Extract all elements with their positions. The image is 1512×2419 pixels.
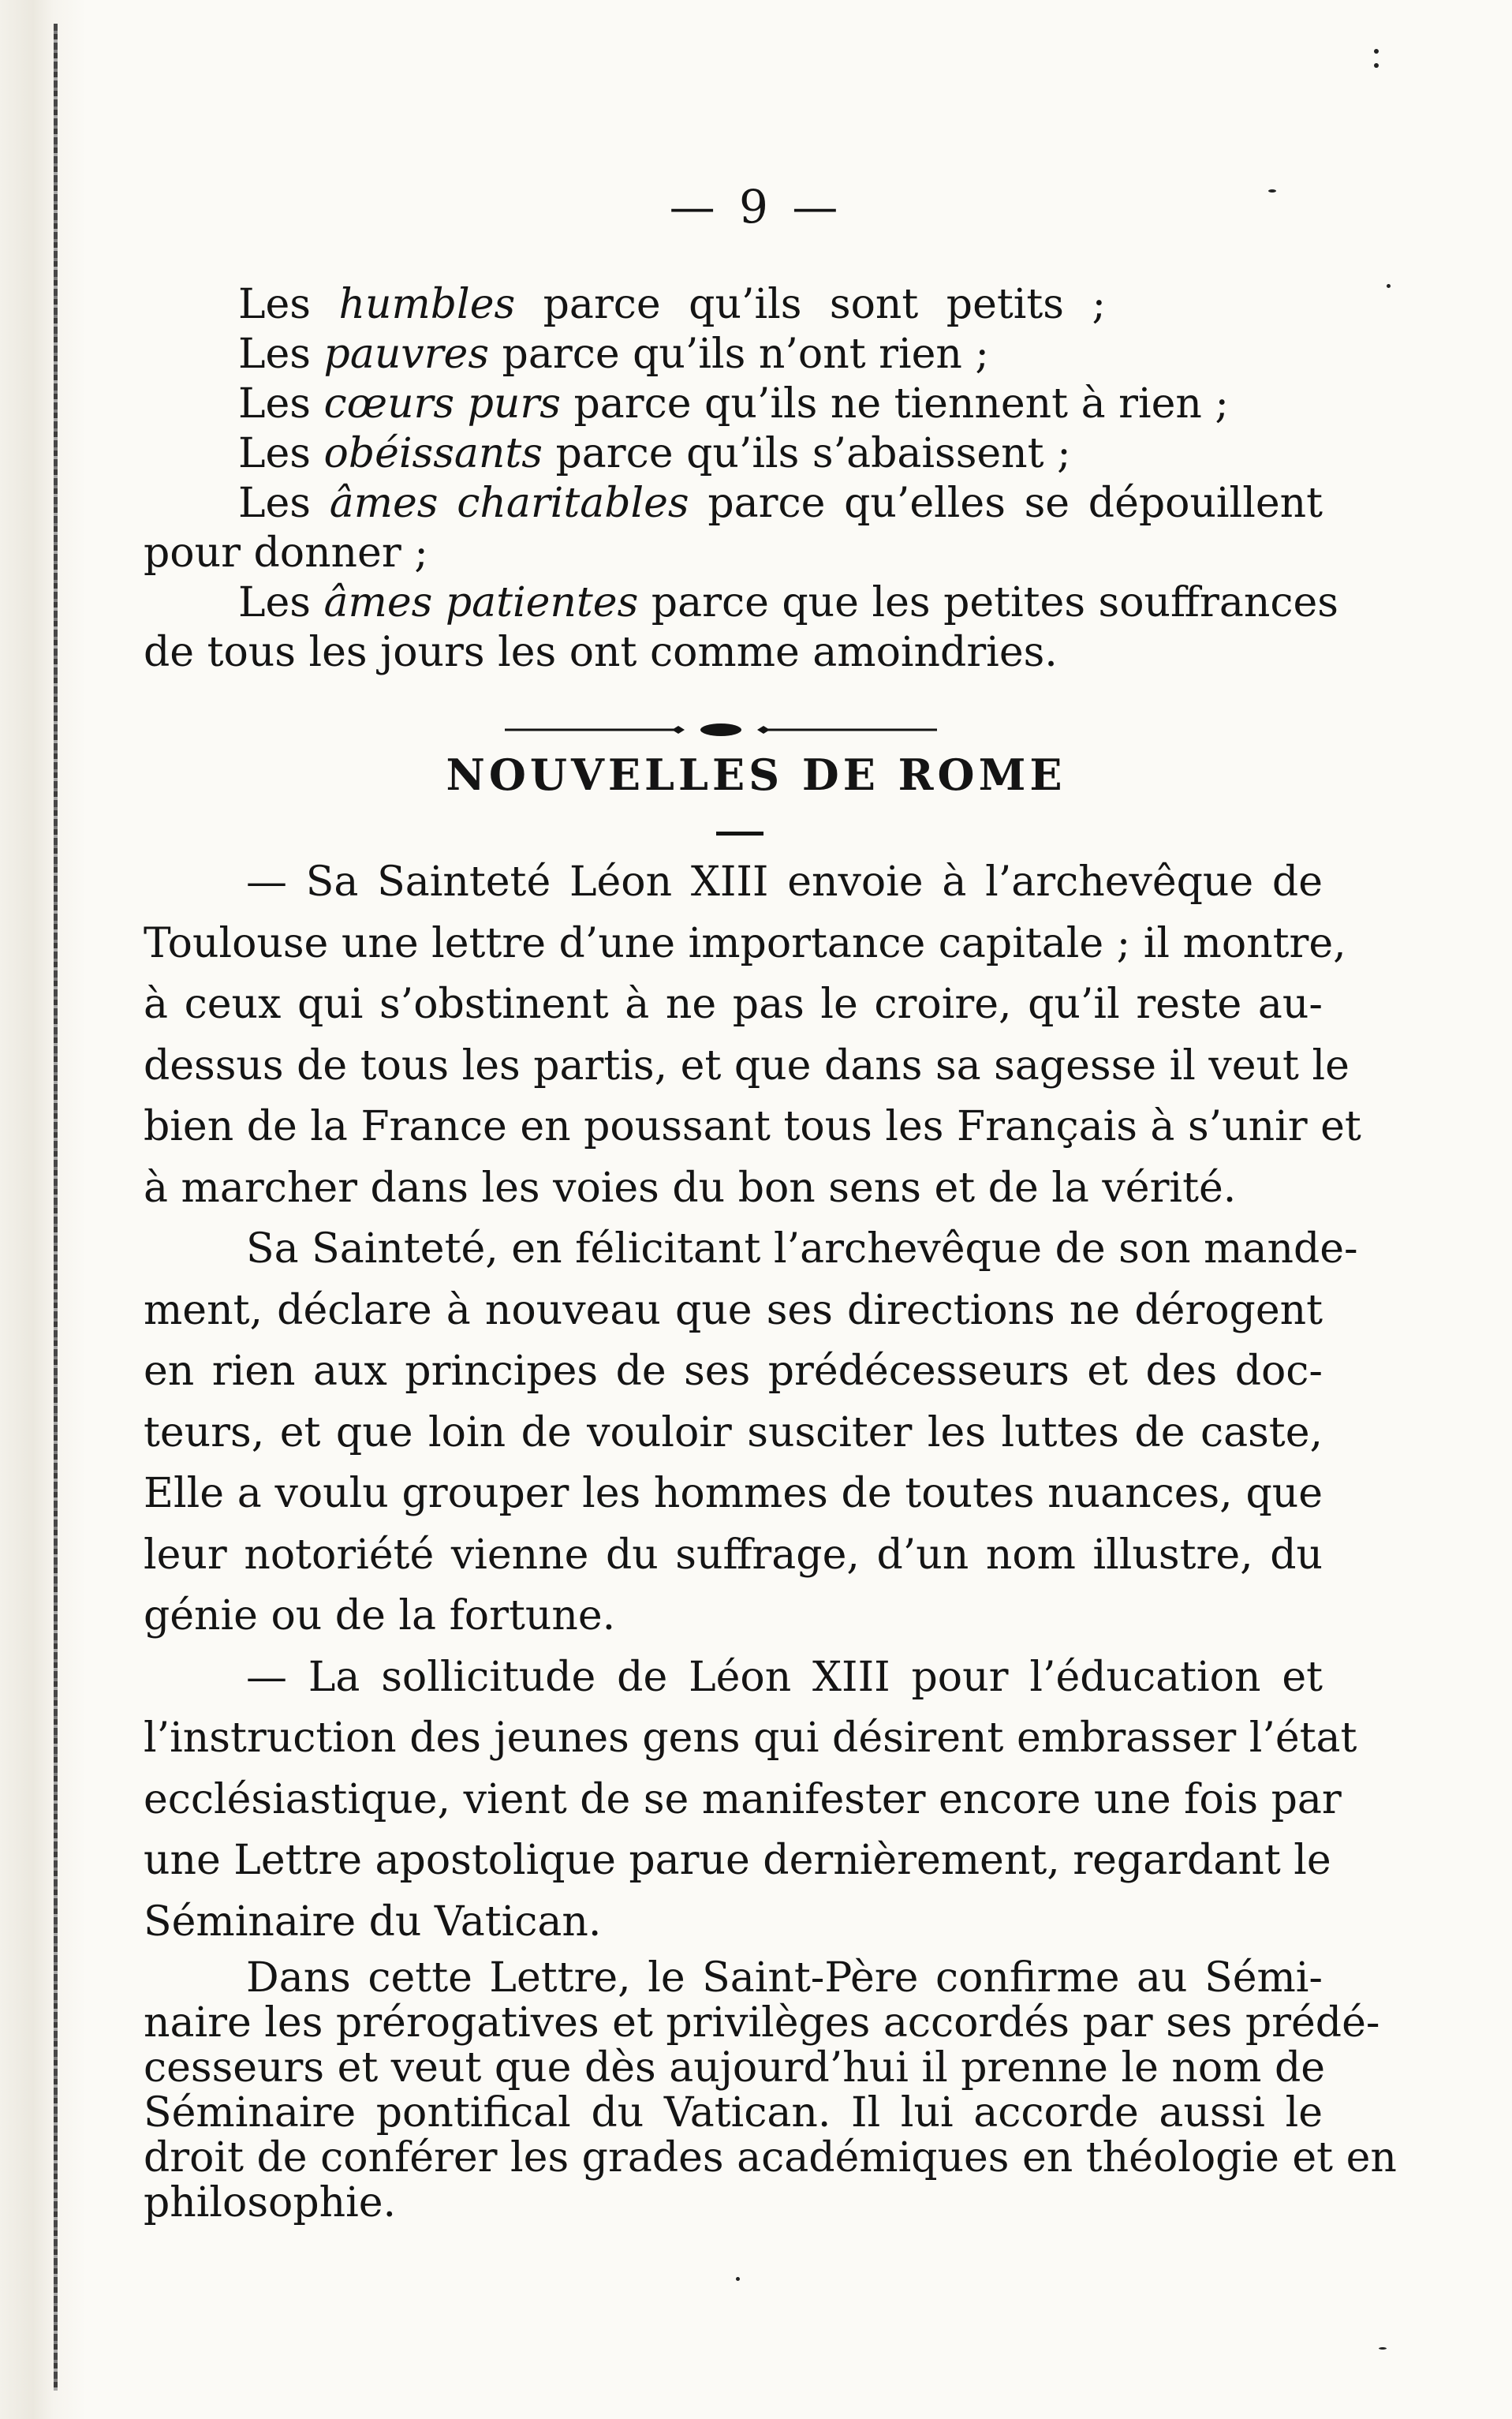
intro-line: Les pauvres parce qu’ils n’ont rien ; [238,331,989,378]
ornamental-divider [505,721,937,738]
text-line: Séminaire pontifical du Vatican. Il lui accorde aussi le [144,2089,1323,2137]
intro-list [144,280,1338,678]
text-line: naire les prérogatives et privilèges accordés par ses prédé- [144,1999,1380,2047]
news-body [144,852,1361,1953]
scan-speck [1374,49,1379,54]
scan-speck [1374,63,1379,68]
text-line: ecclésiastique, vient de se manifester encore une fois par [144,1775,1342,1823]
intro-line: Les âmes patientes parce que les petites souffrances [238,579,1338,626]
section-heading: NOUVELLES DE ROME [446,750,1066,800]
text-line: — Sa Sainteté Léon XIII envoie à l’archevêque de [246,858,1323,906]
text-line: philosophie. [144,2179,397,2226]
intro-line: Les obéissants parce qu’ils s’abaissent ; [238,430,1071,477]
scan-speck [1268,189,1276,193]
intro-line: Les âmes charitables parce qu’elles se dépouillent [238,480,1323,527]
text-line: — La sollicitude de Léon XIII pour l’éducation et [246,1653,1323,1701]
heading-dash [716,832,763,836]
text-line: à marcher dans les voies du bon sens et de la vérité. [144,1164,1237,1212]
text-line: cesseurs et veut que dès aujourd’hui il prenne le nom de [144,2044,1326,2092]
text-line: bien de la France en poussant tous les Français à s’unir et [144,1103,1361,1150]
news-body-final [144,1954,1397,2226]
text-line: l’instruction des jeunes gens qui désirent embrasser l’état [144,1714,1357,1762]
binding-rule [54,24,58,2391]
text-line: génie ou de la fortune. [144,1592,616,1639]
page-binding-edge [0,0,87,2419]
intro-line: Les cœurs purs parce qu’ils ne tiennent à rien ; [238,380,1229,428]
text-line: droit de conférer les grades académiques en théologie et en [144,2134,1397,2182]
text-line: à ceux qui s’obstinent à ne pas le croire, qu’il reste au- [144,981,1323,1028]
scan-speck [1387,284,1391,288]
text-line: Sa Sainteté, en félicitant l’archevêque de son mande- [246,1225,1358,1273]
text-line: ment, déclare à nouveau que ses directions ne dérogent [144,1286,1323,1334]
scan-speck [1379,2347,1387,2350]
text-line: Toulouse une lettre d’une importance capitale ; il montre, [144,919,1346,967]
text-line: dessus de tous les partis, et que dans sa sagesse il veut le [144,1041,1350,1090]
text-line: une Lettre apostolique parue dernièrement, regardant le [144,1837,1331,1884]
text-line: leur notoriété vienne du suffrage, d’un nom illustre, du [144,1531,1323,1579]
intro-line: de tous les jours les ont comme amoindries. [144,629,1058,676]
text-line: Elle a voulu grouper les hommes de toutes nuances, que [144,1470,1323,1517]
page-number: — 9 — [669,180,843,234]
text-line: teurs, et que loin de vouloir susciter les luttes de caste, [144,1408,1323,1456]
intro-line: Les humbles parce qu’ils sont petits ; [238,281,1106,328]
text-line: Séminaire du Vatican. [144,1897,602,1946]
intro-line: pour donner ; [144,529,428,577]
text-line: Dans cette Lettre, le Saint-Père confirme au Sémi- [246,1954,1323,2002]
text-line: en rien aux principes de ses prédécesseurs et des doc- [144,1348,1323,1395]
scan-speck [736,2277,740,2281]
